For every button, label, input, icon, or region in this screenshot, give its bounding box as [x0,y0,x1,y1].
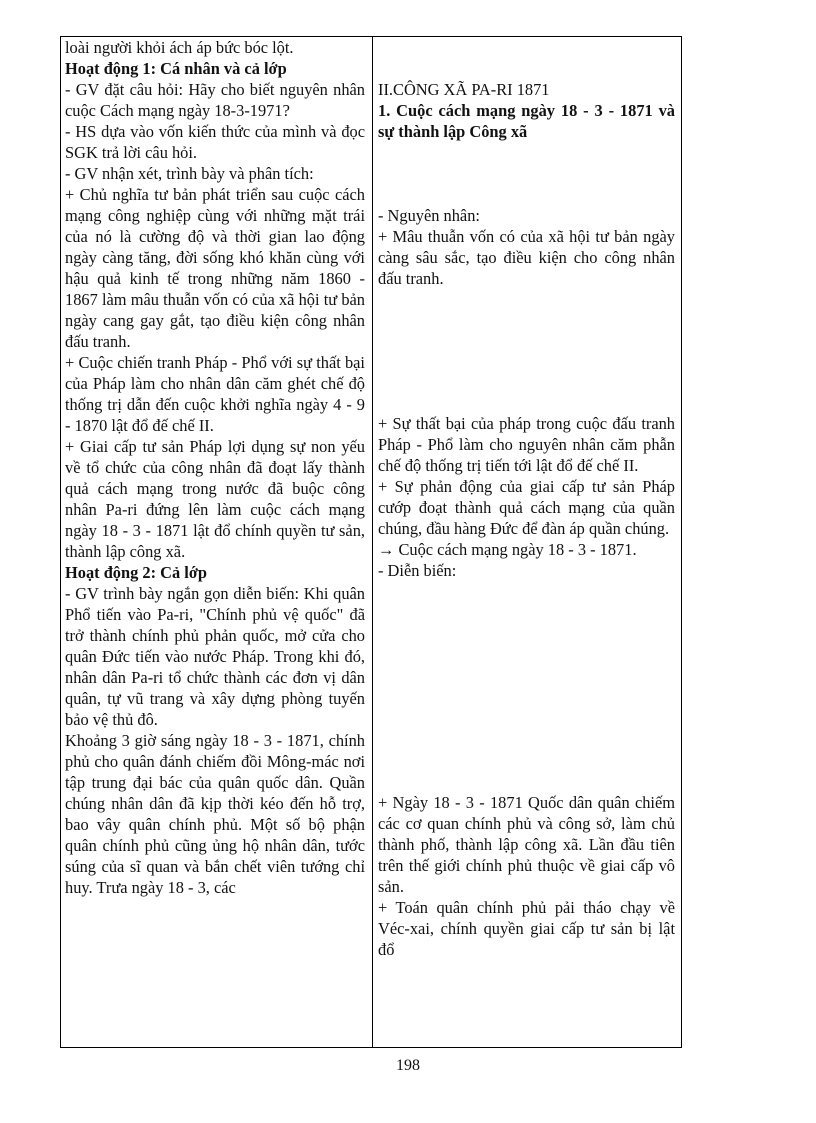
cause-point-2: + Sự thất bại của pháp trong cuộc đấu tranh Pháp - Phổ làm cho nguyên nhân căm phẫn chế độ thống trị tiến tới lật đổ đế chế II. [378,414,675,475]
causes-label: - Nguyên nhân: [378,206,480,225]
conclusion-arrow: → Cuộc cách mạng ngày 18 - 3 - 1871. [378,540,637,559]
left-text-continuation: loài người khỏi ách áp bức bóc lột. [65,38,294,57]
events-label: - Diễn biến: [378,561,457,580]
event-point-1: + Ngày 18 - 3 - 1871 Quốc dân quân chiếm các cơ quan chính phủ và công sở, làm chủ thành phố, thành lập công xã. Lần đầu tiên trên thế giới chính phủ thuộc về giai cấp vô sản. [378,793,675,896]
events-narrative: Khoảng 3 giờ sáng ngày 18 - 3 - 1871, chính phủ cho quân đánh chiếm đồi Mông-mác nơi tập trung đại bác của quân quốc dân. Quần chúng nhân dân đã kịp thời kéo đến hỗ trợ, bao vây quân chính phủ. Một số bộ phận quân chính phủ cũng ủng hộ nhân dân, tước súng của sĩ quan và bắn chết viên tướng chỉ huy. Trưa ngày 18 - 3, các [65,731,365,897]
activity-2-heading: Hoạt động 2: Cả lớp [65,563,208,582]
teacher-comment: - GV nhận xét, trình bày và phân tích: [65,164,314,183]
activity-1-heading: Hoạt động 1: Cá nhân và cả lớp [65,59,287,78]
left-column [65,37,365,898]
subsection-heading: 1. Cuộc cách mạng ngày 18 - 3 - 1871 và sự thành lập Công xã [378,101,675,141]
cause-franco-prussian-war: + Cuộc chiến tranh Pháp - Phổ với sự thất bại của Pháp làm cho nhân dân căm ghét chế độ thống trị dẫn đến cuộc khởi nghĩa ngày 4 - 9 - 1870 lật đổ đế chế II. [65,353,365,435]
teacher-presentation: - GV trình bày ngắn gọn diễn biến: Khi quân Phổ tiến vào Pa-ri, "Chính phủ vệ quốc" đã trở thành chính phủ phản quốc, mở cửa cho quân Đức tiến vào nước Pháp. Trong khi đó, nhân dân Pa-ri tổ chức thành các đơn vị dân quân, tự vũ trang và xây dựng phòng tuyến bảo vệ thủ đô. [65,584,365,729]
teacher-question: - GV đặt câu hỏi: Hãy cho biết nguyên nhân cuộc Cách mạng ngày 18-3-1971? [65,80,365,120]
student-task: - HS dựa vào vốn kiến thức của mình và đọc SGK trả lời câu hỏi. [65,122,365,162]
column-divider [372,37,373,1047]
cause-capitalism: + Chủ nghĩa tư bản phát triển sau cuộc cách mạng công nghiệp cùng với những mặt trái của nó là cường độ và thời gian lao động ngày càng tăng, đời sống khó khăn cùng với hậu quả kinh tế trong những năm 1860 - 1867 làm mâu thuẫn vốn có của xã hội tư bản ngày cang gay gắt, tạo điều kiện công nhân đấu tranh. [65,185,365,351]
right-column [378,37,675,960]
section-heading: II.CÔNG XÃ PA-RI 1871 [378,80,550,99]
page-number: 198 [396,1057,420,1074]
cause-point-1: + Mâu thuẫn vốn có của xã hội tư bản ngày càng sâu sắc, tạo điều kiện cho công nhân đấu tranh. [378,227,675,288]
two-column-table [60,36,682,1048]
cause-point-3: + Sự phản động của giai cấp tư sản Pháp cướp đoạt thành quả cách mạng của quần chúng, đầu hàng Đức để đàn áp quần chúng. [378,477,675,538]
event-point-2: + Toán quân chính phủ pải tháo chạy về Véc-xai, chính quyền giai cấp tư sản bị lật đổ [378,898,675,959]
cause-bourgeoisie: + Giai cấp tư sản Pháp lợi dụng sự non yếu về tổ chức của công nhân đã đoạt lấy thành quả cách mạng trong nước đã buộc công nhân Pa-ri đứng lên làm cuộc cách mạng ngày 18 - 3 - 1871 lật đổ chính quyền tư sản, thành lập công xã. [65,437,365,561]
